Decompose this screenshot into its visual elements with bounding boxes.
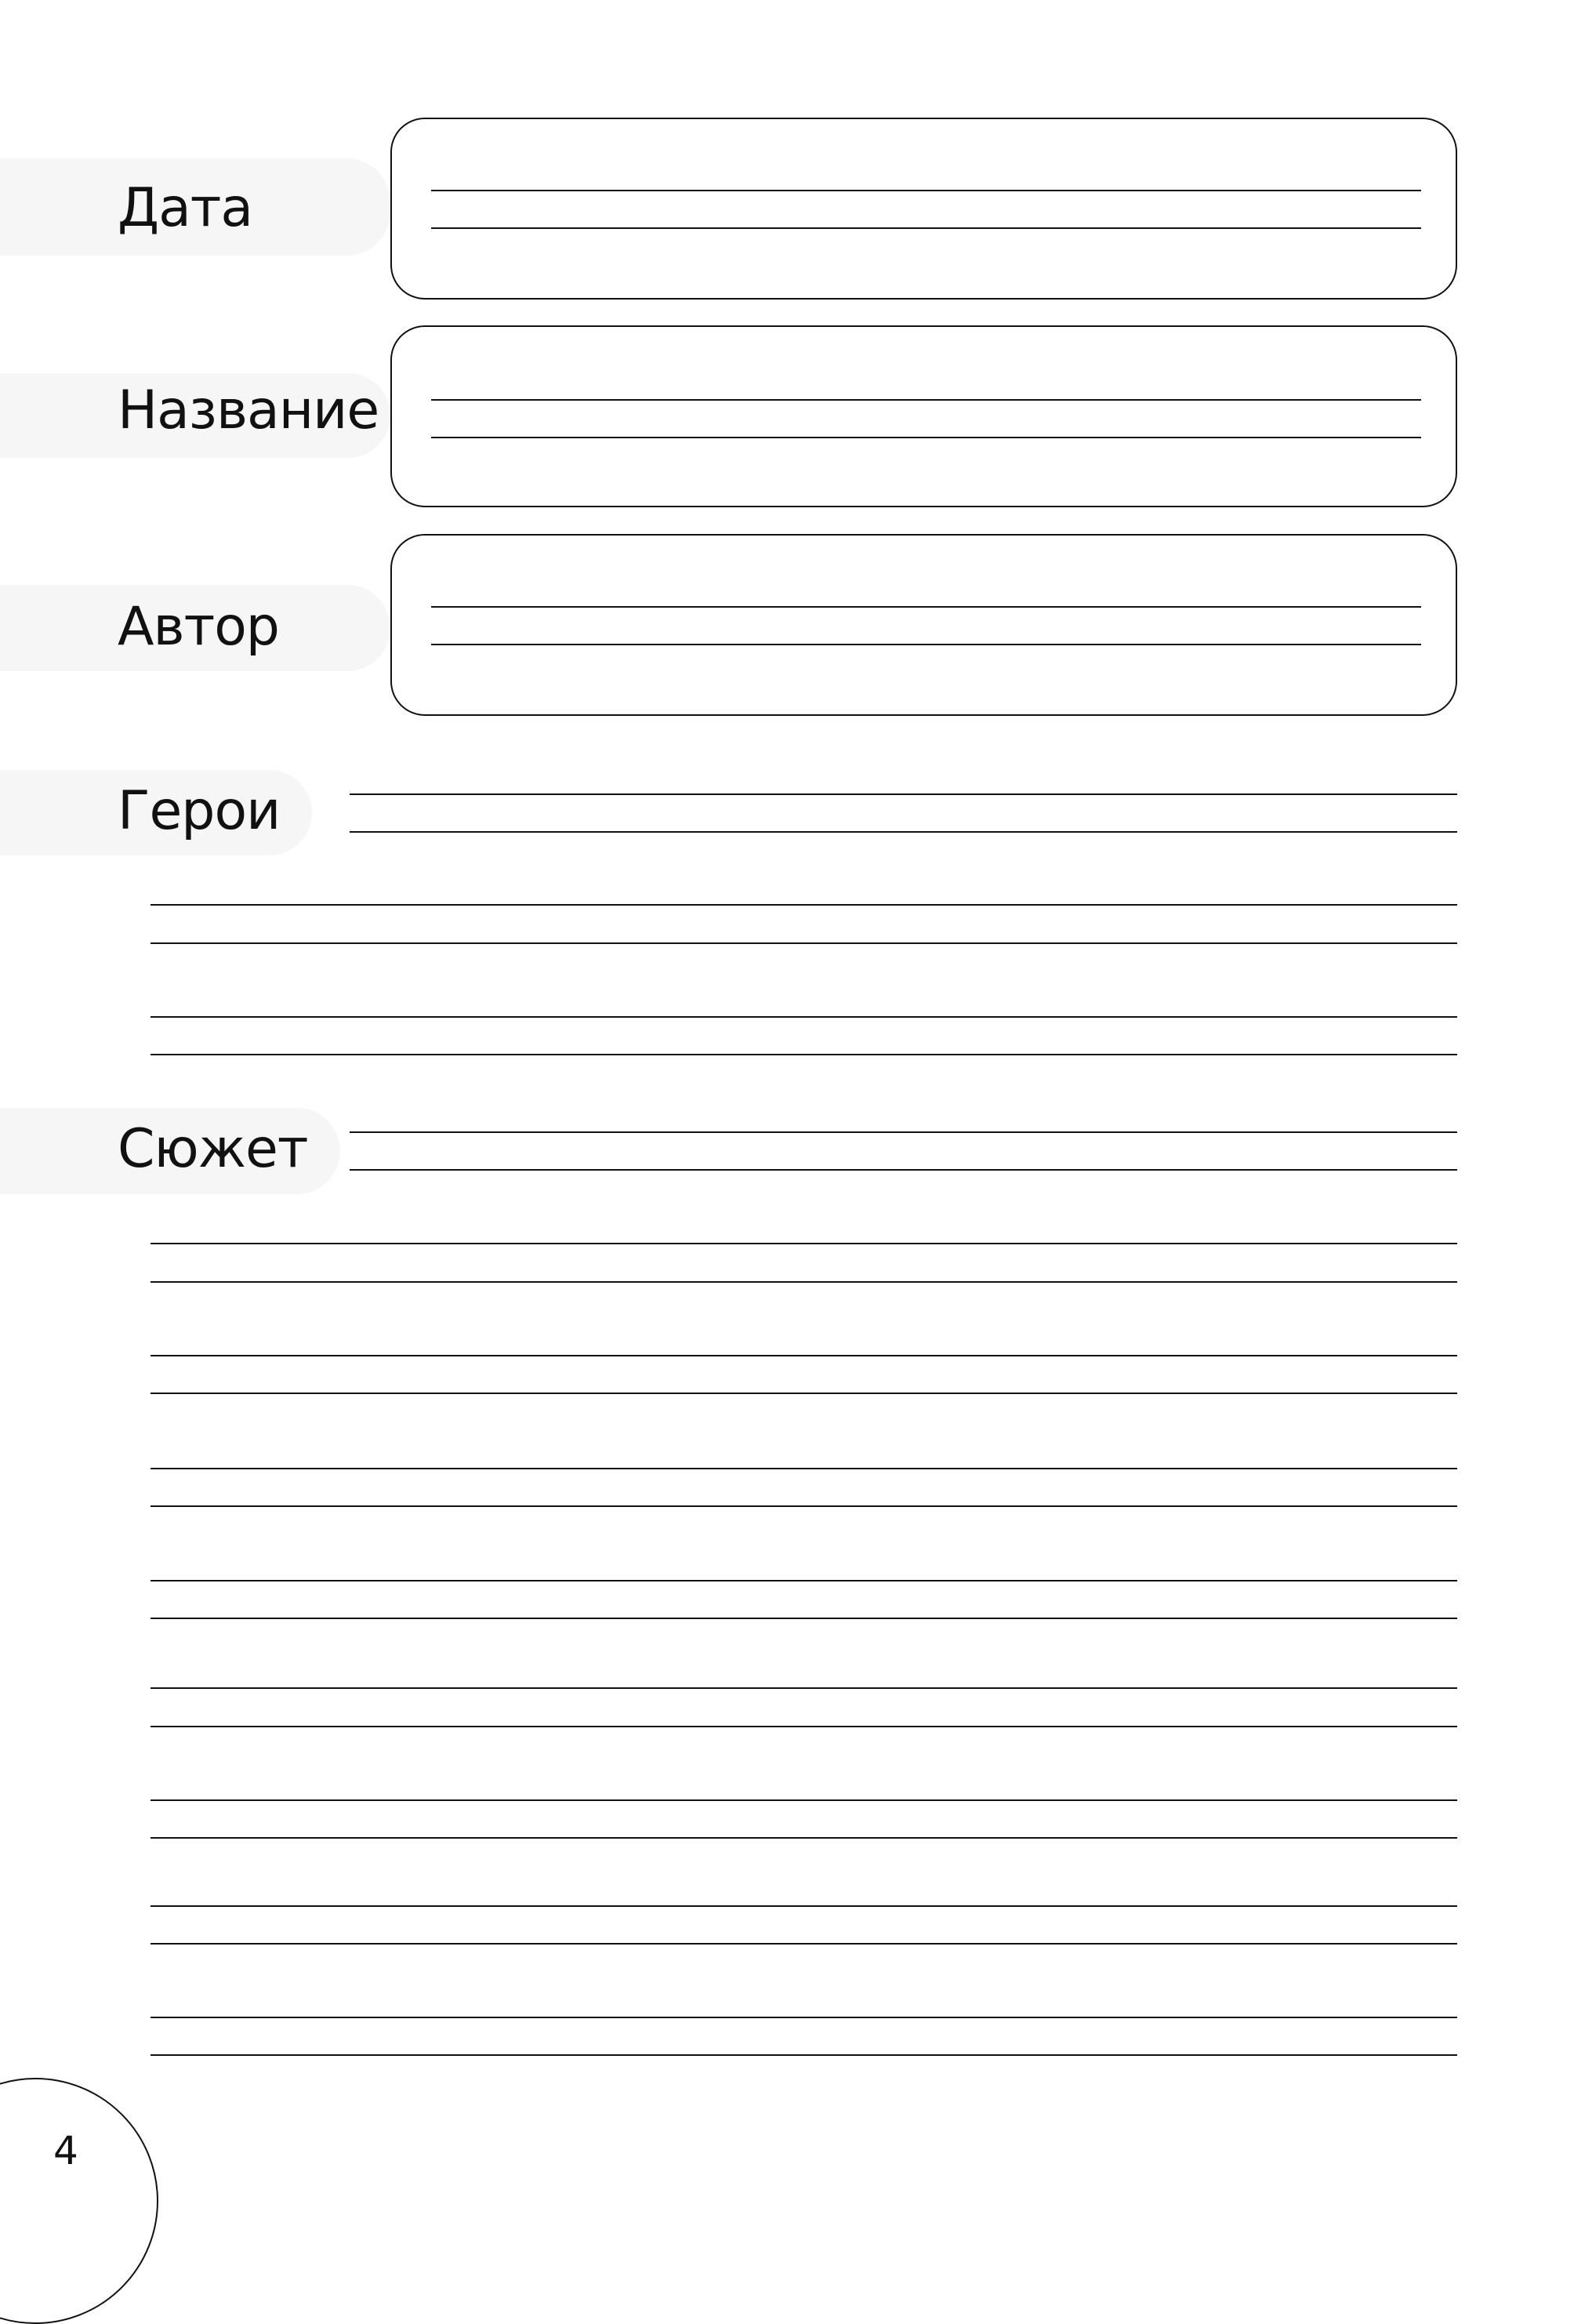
- plot-line[interactable]: [151, 2017, 1457, 2018]
- plot-line[interactable]: [151, 1943, 1457, 1945]
- plot-line[interactable]: [151, 1687, 1457, 1689]
- characters-line[interactable]: [151, 1054, 1457, 1055]
- plot-line[interactable]: [151, 1837, 1457, 1839]
- date-label: Дата: [118, 177, 253, 239]
- plot-line[interactable]: [151, 1726, 1457, 1727]
- characters-line[interactable]: [151, 942, 1457, 944]
- page-number: 4: [53, 2128, 78, 2173]
- page-number-circle: [0, 2078, 158, 2324]
- plot-line[interactable]: [350, 1169, 1457, 1171]
- date-field-line: [431, 190, 1421, 191]
- plot-line[interactable]: [151, 2054, 1457, 2056]
- characters-line[interactable]: [350, 793, 1457, 795]
- characters-label: Герои: [118, 780, 281, 842]
- plot-line[interactable]: [151, 1580, 1457, 1581]
- author-field-line: [431, 606, 1421, 608]
- plot-line[interactable]: [151, 1393, 1457, 1394]
- plot-line[interactable]: [151, 1799, 1457, 1801]
- author-field-line: [431, 644, 1421, 645]
- plot-label: Сюжет: [118, 1118, 308, 1180]
- title-field-line: [431, 399, 1421, 401]
- plot-line[interactable]: [151, 1281, 1457, 1283]
- characters-line[interactable]: [151, 904, 1457, 906]
- plot-line[interactable]: [151, 1618, 1457, 1619]
- plot-line[interactable]: [350, 1131, 1457, 1133]
- plot-line[interactable]: [151, 1505, 1457, 1507]
- date-field[interactable]: [390, 118, 1457, 300]
- author-field[interactable]: [390, 534, 1457, 716]
- title-field-line: [431, 437, 1421, 438]
- title-label: Название: [118, 379, 379, 441]
- date-field-line: [431, 227, 1421, 229]
- characters-line[interactable]: [350, 831, 1457, 833]
- title-field[interactable]: [390, 325, 1457, 507]
- plot-line[interactable]: [151, 1905, 1457, 1907]
- plot-line[interactable]: [151, 1355, 1457, 1356]
- characters-line[interactable]: [151, 1016, 1457, 1018]
- plot-line[interactable]: [151, 1243, 1457, 1244]
- author-label: Автор: [118, 596, 279, 658]
- plot-line[interactable]: [151, 1468, 1457, 1469]
